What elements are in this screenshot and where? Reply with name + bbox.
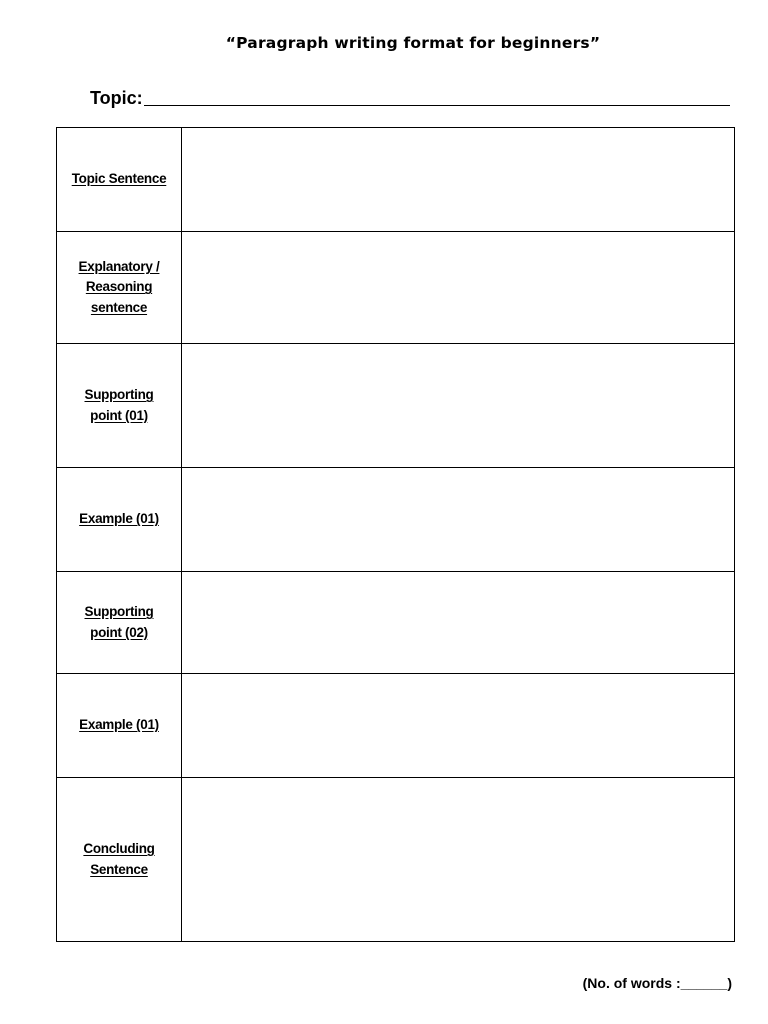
- write-area-supporting-point-2[interactable]: [182, 572, 735, 674]
- topic-label: Topic:: [90, 88, 143, 108]
- write-area-example-1[interactable]: [182, 468, 735, 572]
- table-row: [57, 128, 735, 232]
- row-label-explanatory: [57, 232, 182, 344]
- table-row: [57, 674, 735, 778]
- row-label-topic-sentence: [57, 128, 182, 232]
- row-label-text: Supporting point (01): [84, 387, 154, 423]
- row-label-text: Concluding Sentence: [83, 841, 155, 877]
- write-area-example-2[interactable]: [182, 674, 735, 778]
- row-label-concluding-sentence: [57, 778, 182, 942]
- write-area-explanatory[interactable]: [182, 232, 735, 344]
- worksheet-title: “Paragraph writing format for beginners”: [225, 34, 601, 52]
- row-label-text: Explanatory / Reasoning sentence: [78, 258, 160, 315]
- table-row: [57, 778, 735, 942]
- table-row: [57, 572, 735, 674]
- row-label-text: Example (01): [79, 511, 159, 527]
- word-count-field[interactable]: (No. of words :______): [582, 975, 732, 991]
- row-label-supporting-point-1: [57, 344, 182, 468]
- row-label-text: Supporting point (02): [84, 604, 154, 640]
- row-label-text: Example (01): [79, 717, 159, 733]
- topic-blank-line[interactable]: [144, 87, 730, 106]
- write-area-topic-sentence[interactable]: [182, 128, 735, 232]
- table-row: [57, 344, 735, 468]
- write-area-concluding-sentence[interactable]: [182, 778, 735, 942]
- table-row: [57, 468, 735, 572]
- row-label-example-1: [57, 468, 182, 572]
- row-label-example-2: [57, 674, 182, 778]
- row-label-supporting-point-2: [57, 572, 182, 674]
- table-row: [57, 232, 735, 344]
- topic-field[interactable]: [90, 87, 730, 109]
- write-area-supporting-point-1[interactable]: [182, 344, 735, 468]
- paragraph-format-table: [56, 127, 735, 942]
- row-label-text: Topic Sentence: [71, 171, 167, 187]
